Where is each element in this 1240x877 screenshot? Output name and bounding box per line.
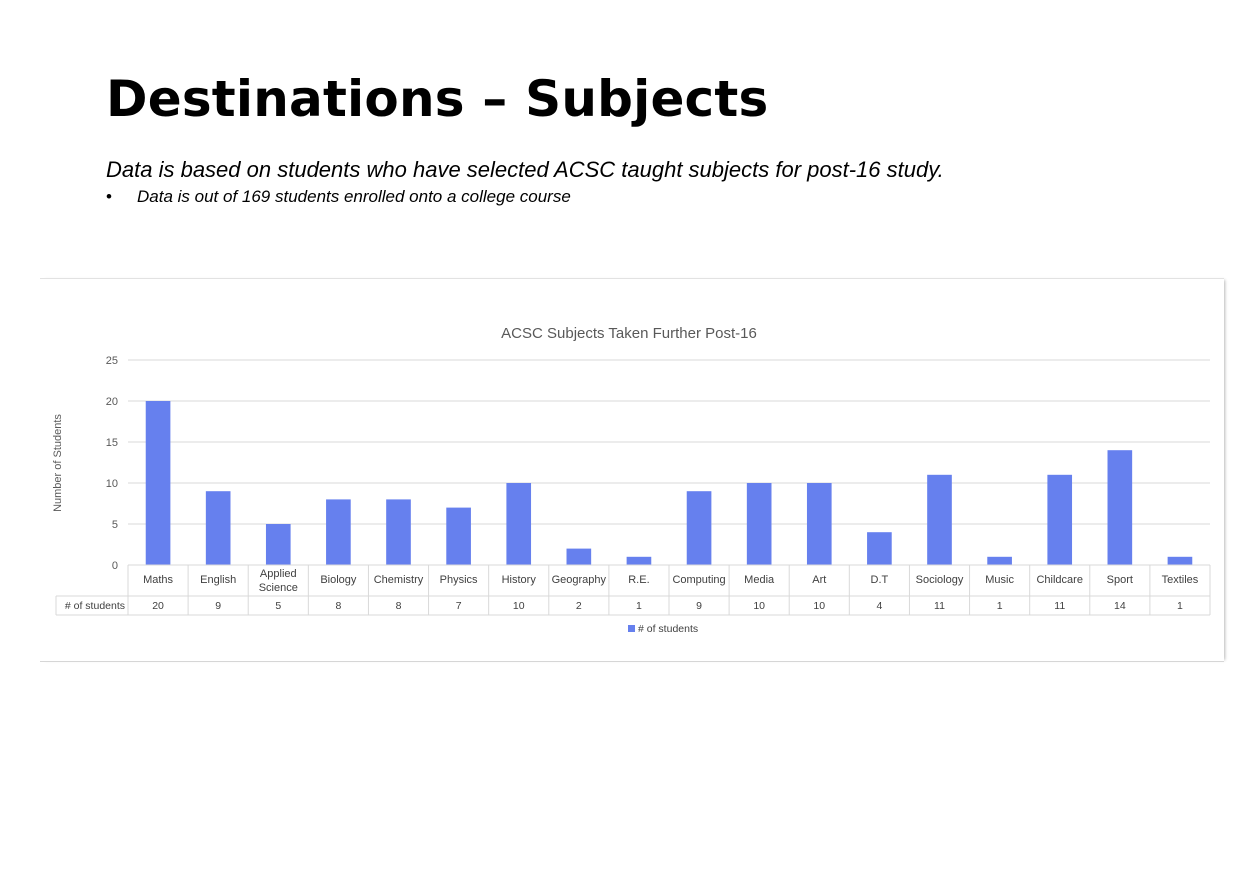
x-category-label: Childcare [1036, 574, 1083, 586]
bar-applied-science [266, 524, 291, 565]
bar-maths [146, 401, 171, 565]
y-tick-label: 20 [105, 396, 118, 408]
page-title: Destinations – Subjects [106, 70, 769, 128]
bar-music [987, 557, 1012, 565]
bullet-marker: • [106, 187, 112, 206]
data-value-label: 8 [335, 600, 342, 612]
bar-chemistry [386, 499, 411, 565]
y-tick-label: 10 [105, 478, 118, 490]
data-value-label: 8 [395, 600, 402, 612]
data-value-label: 9 [696, 600, 702, 612]
bar-sport [1108, 450, 1133, 565]
chart-title: ACSC Subjects Taken Further Post-16 [501, 325, 757, 342]
bar-dt [867, 532, 892, 565]
x-category-label: English [200, 574, 237, 586]
data-value-label: 9 [215, 600, 222, 612]
x-category-label: History [501, 574, 536, 586]
x-category-label: Media [744, 574, 775, 586]
bar-biology [326, 499, 351, 565]
y-tick-label: 25 [105, 355, 118, 367]
data-value-label: 2 [575, 600, 582, 612]
data-value-label: 1 [636, 600, 642, 612]
bar-media [747, 483, 772, 565]
bar-art [807, 483, 832, 565]
data-value-label: 1 [1177, 600, 1183, 612]
bar-sociology [927, 475, 952, 565]
bar-physics [446, 508, 471, 565]
data-value-label: 7 [455, 600, 462, 612]
x-category-label: R.E. [628, 574, 650, 586]
bar-geography [567, 549, 592, 565]
data-value-label: 10 [813, 600, 826, 612]
x-category-label: Biology [320, 574, 357, 586]
x-category-label: Computing [672, 574, 726, 586]
x-category-label: Maths [143, 574, 174, 586]
data-value-label: 5 [275, 600, 282, 612]
x-category-label: Science [258, 582, 298, 594]
y-tick-label: 15 [105, 437, 118, 449]
data-value-label: 1 [996, 600, 1003, 612]
bar-re [627, 557, 652, 565]
data-value-label: 20 [152, 600, 164, 612]
x-category-label: Geography [551, 574, 607, 586]
data-value-label: 10 [512, 600, 525, 612]
legend-swatch [628, 625, 635, 632]
x-category-label: Chemistry [373, 574, 424, 586]
x-category-label: Art [812, 574, 827, 586]
y-tick-label: 0 [111, 560, 118, 572]
x-category-label: Applied [259, 568, 297, 580]
y-tick-label: 5 [111, 519, 118, 531]
data-value-label: 4 [876, 600, 883, 612]
x-category-label: D.T [870, 574, 889, 586]
x-category-label: Physics [439, 574, 478, 586]
legend-label: # of students [638, 623, 699, 635]
data-value-label: 11 [934, 600, 945, 612]
y-axis-label: Number of Students [52, 414, 64, 512]
bullet-text: Data is out of 169 students enrolled onto a college course [137, 187, 571, 206]
bar-computing [687, 491, 712, 565]
data-value-label: 11 [1054, 600, 1066, 612]
chart-container [40, 278, 1224, 662]
bar-english [206, 491, 231, 565]
bar-childcare [1047, 475, 1072, 565]
table-row-label: # of students [64, 600, 125, 612]
x-category-label: Textiles [1161, 574, 1199, 586]
x-category-label: Sociology [915, 574, 964, 586]
page-subtitle: Data is based on students who have selected ACSC taught subjects for post-16 study. [106, 157, 944, 182]
bar-textiles [1168, 557, 1193, 565]
x-category-label: Sport [1106, 574, 1133, 586]
data-value-label: 10 [753, 600, 766, 612]
bar-history [506, 483, 531, 565]
bar-chart [40, 279, 1224, 661]
data-value-label: 14 [1113, 600, 1126, 612]
x-category-label: Music [985, 574, 1014, 586]
